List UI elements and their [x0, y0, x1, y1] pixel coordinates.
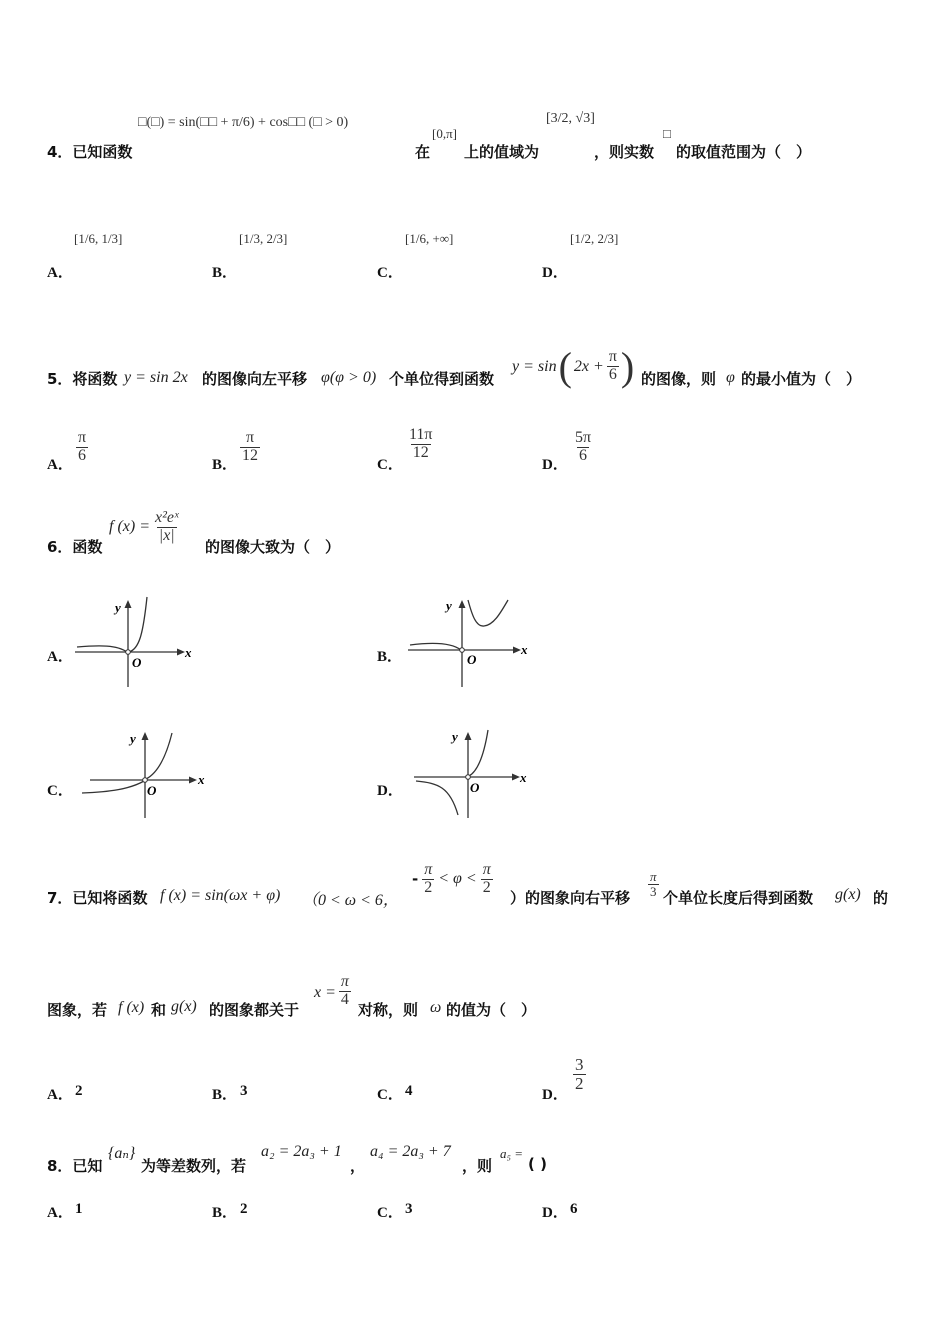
- q6-b-x-label: x: [521, 642, 528, 657]
- q6-a-x-arrow: [177, 649, 185, 656]
- q5-mid2: 个单位得到函数: [389, 370, 495, 388]
- q7-cond2-frac1: [422, 862, 434, 897]
- q6-b-x-arrow: [513, 647, 521, 654]
- q6-option-b-label: B．: [377, 649, 403, 665]
- q6-a-origin: O: [132, 655, 142, 670]
- q6-c-x-arrow: [189, 777, 197, 784]
- q8-eq2: a₄ = 2a₃ + 7: [370, 1143, 451, 1160]
- q7-option-c-value: 4: [405, 1083, 413, 1099]
- q7-cond2-num1: π: [424, 861, 433, 878]
- q6-option-d-label: D．: [377, 783, 403, 799]
- q6-suffix: 的图像大致为（ ）: [205, 538, 341, 556]
- q6-a-curve-left: [77, 646, 127, 652]
- q7-end1: 的: [873, 889, 889, 907]
- q6-graph-b: [408, 595, 533, 690]
- q7-shift-den: 3: [650, 883, 657, 899]
- q8-option-a-label: A．: [47, 1205, 73, 1221]
- q6-c-origin: O: [147, 783, 157, 798]
- q7-cond2-frac2: [481, 862, 493, 897]
- q5-option-c-frac: [407, 427, 434, 462]
- q8-prefix: 8．已知: [47, 1157, 103, 1175]
- q5-func2-frac-num: π: [608, 348, 617, 366]
- q6-b-y-label: y: [446, 598, 452, 613]
- q6-c-curve-right: [146, 733, 172, 779]
- q5-option-c-label: C．: [377, 457, 403, 473]
- q8-suffix: ( ): [528, 1155, 547, 1173]
- q5-option-c-den: 12: [412, 443, 429, 461]
- q4-option-b-label: B．: [212, 265, 238, 281]
- q7-option-d-num: 3: [575, 1055, 584, 1074]
- q7-cond2-num2: π: [482, 861, 491, 878]
- q5-func2-frac: [607, 349, 619, 384]
- q7-option-c-label: C．: [377, 1087, 403, 1103]
- q5-option-a-num: π: [78, 429, 87, 446]
- q7-axis-frac: [339, 974, 351, 1009]
- q6-d-curve-left: [416, 781, 458, 815]
- q8-option-d-label: D．: [542, 1205, 568, 1221]
- q7-gx: g(x): [835, 886, 861, 903]
- q4-glyph: □: [663, 126, 671, 141]
- q7-line2-mid2: 对称，则: [358, 1001, 419, 1019]
- q7-axis: [314, 974, 351, 1009]
- q5-option-d-num: 5π: [575, 429, 592, 446]
- q6-d-y-label: y: [452, 729, 458, 744]
- q6-d-curve-right: [469, 730, 488, 776]
- q7-line2-prefix: 图象，若: [47, 1001, 108, 1019]
- q7-func: f (x) = sin(ωx + φ): [160, 887, 281, 904]
- q7-axis-left: x =: [314, 984, 336, 1001]
- q7-axis-den: 4: [340, 990, 349, 1008]
- q6-graph-a: [75, 595, 195, 690]
- q5-option-b-frac: [240, 430, 260, 465]
- q5-option-d-den: 6: [579, 446, 588, 464]
- q6-d-x-arrow: [512, 774, 520, 781]
- q6-func-den: |x|: [158, 526, 175, 544]
- q6-a-hole: [126, 650, 131, 655]
- q8-option-d-value: 6: [570, 1201, 578, 1217]
- q7-shift-num: π: [650, 869, 657, 884]
- q8-option-b-label: B．: [212, 1205, 238, 1221]
- q8-comma: ，: [350, 1157, 366, 1175]
- q4-interval: [0,π]: [432, 126, 457, 141]
- q8-mid1: 为等差数列，若: [141, 1157, 247, 1175]
- q5-option-a-label: A．: [47, 457, 73, 473]
- q6-prefix: 6．函数: [47, 538, 103, 556]
- q5-func2: [512, 343, 634, 390]
- q7-line2-suffix: 的值为（ ）: [446, 1001, 537, 1019]
- q6-c-y-label: y: [130, 731, 136, 746]
- q7-cond2-minus: -: [412, 870, 419, 889]
- q4-range: [3/2, √3]: [546, 111, 595, 126]
- q5-option-b-den: 12: [242, 446, 258, 464]
- q7-line2-mid: 的图象都关于: [209, 1001, 300, 1019]
- q4-prefix: 4．已知函数: [47, 143, 133, 161]
- q7-and: 和: [151, 1001, 167, 1019]
- q7-option-d-den: 2: [575, 1073, 584, 1093]
- q5-prefix: 5．将函数: [47, 370, 118, 388]
- q5-phi: φ: [726, 369, 735, 386]
- q6-func: [109, 510, 181, 545]
- q5-func2-left: y = sin: [512, 357, 557, 375]
- q8-seq: {aₙ}: [108, 1145, 136, 1162]
- q4-option-d-value: [1/2, 2/3]: [570, 231, 619, 246]
- q5-option-d-label: D．: [542, 457, 568, 473]
- q4-option-d-label: D．: [542, 265, 568, 281]
- q8-option-a-value: 1: [75, 1201, 83, 1217]
- q4-option-a-label: A．: [47, 265, 73, 281]
- q7-cond2: [412, 862, 493, 897]
- q7-cond2-den2: 2: [482, 878, 491, 896]
- q5-option-c-num: 11π: [409, 426, 433, 443]
- q8-mid2: ，则: [462, 1157, 493, 1175]
- q6-option-c-label: C．: [47, 783, 73, 799]
- q5-option-a-frac: [76, 430, 88, 465]
- q8-option-c-label: C．: [377, 1205, 403, 1221]
- q6-c-hole: [143, 778, 148, 783]
- q7-mid2: 个单位长度后得到函数: [663, 889, 814, 907]
- q4-suffix: 的取值范围为（ ）: [676, 143, 812, 161]
- q6-a-x-label: x: [185, 645, 192, 660]
- q6-b-origin: O: [467, 652, 477, 667]
- q7-prefix: 7．已知将函数: [47, 889, 148, 907]
- q5-func1: y = sin 2x: [124, 369, 188, 386]
- q4-mid: 上的值域为: [464, 143, 540, 161]
- q7-gx2: g(x): [171, 998, 197, 1015]
- q4-option-b-value: [1/3, 2/3]: [239, 231, 288, 246]
- q5-func2-lparen: (: [558, 344, 572, 389]
- q6-d-origin: O: [470, 780, 480, 795]
- q4-option-c-label: C．: [377, 265, 403, 281]
- q6-c-x-label: x: [198, 772, 205, 787]
- q6-b-hole: [460, 648, 465, 653]
- q6-b-y-arrow: [459, 600, 466, 608]
- q7-mid: ）的图象向右平移: [510, 889, 631, 907]
- q7-fx: f (x): [118, 999, 145, 1016]
- q7-option-a-label: A．: [47, 1087, 73, 1103]
- q6-b-curve-left: [410, 643, 461, 650]
- q7-cond1: （0 < ω < 6，: [302, 892, 399, 909]
- q6-graph-d: [412, 725, 537, 820]
- q5-option-d-frac: [573, 430, 593, 465]
- q4-zai: 在: [415, 143, 431, 161]
- q7-option-d-label: D．: [542, 1087, 568, 1103]
- q8-option-c-value: 3: [405, 1201, 413, 1217]
- q7-cond2-den1: 2: [424, 878, 433, 896]
- q4-formula-image: □(□) = sin(□□ + π/6) + cos□□ (□ > 0): [138, 115, 349, 130]
- q8-a5: a₅ =: [500, 1146, 524, 1161]
- q4-option-a-value: [1/6, 1/3]: [74, 231, 123, 246]
- q7-shift-frac: [648, 870, 659, 898]
- q5-func2-inner: 2x +: [573, 357, 604, 375]
- q7-option-d-frac: [573, 1056, 586, 1093]
- q7-cond2-mid: < φ <: [438, 870, 477, 888]
- q6-a-y-arrow: [125, 600, 132, 608]
- q6-func-frac: [153, 510, 181, 545]
- q7-option-a-value: 2: [75, 1083, 83, 1099]
- q4-option-c-value: [1/6, +∞]: [405, 231, 454, 246]
- q5-option-b-label: B．: [212, 457, 238, 473]
- q8-eq1: a₂ = 2a₃ + 1: [261, 1143, 342, 1160]
- q6-b-curve-right: [468, 600, 508, 626]
- q6-func-left: f (x) =: [109, 518, 150, 536]
- q5-mid1: 的图像向左平移: [202, 370, 308, 388]
- q6-option-a-label: A．: [47, 649, 73, 665]
- q5-func2-frac-den: 6: [608, 366, 617, 383]
- q6-d-hole: [466, 775, 471, 780]
- q7-axis-num: π: [340, 973, 349, 990]
- q6-a-y-label: y: [115, 600, 121, 615]
- q5-shift: φ(φ > 0): [321, 369, 377, 386]
- q6-c-y-arrow: [142, 732, 149, 740]
- q8-option-b-value: 2: [240, 1201, 248, 1217]
- q7-option-b-value: 3: [240, 1083, 248, 1099]
- q6-d-y-arrow: [465, 732, 472, 740]
- q7-option-b-label: B．: [212, 1087, 238, 1103]
- q7-omega: ω: [430, 999, 442, 1016]
- q5-func2-rparen: ): [620, 344, 635, 389]
- q5-suffix: 的最小值为（ ）: [741, 370, 862, 388]
- q6-d-x-label: x: [520, 770, 527, 785]
- q6-a-curve-right: [129, 597, 147, 652]
- q5-mid3: 的图像，则: [641, 370, 717, 388]
- q6-func-num: x²eˣ: [155, 509, 179, 526]
- q4-mid2: ，则实数: [594, 143, 655, 161]
- q6-graph-c: [80, 725, 210, 820]
- q5-option-b-num: π: [245, 429, 255, 446]
- q6-c-curve-left: [82, 781, 144, 793]
- q5-option-a-den: 6: [78, 446, 87, 464]
